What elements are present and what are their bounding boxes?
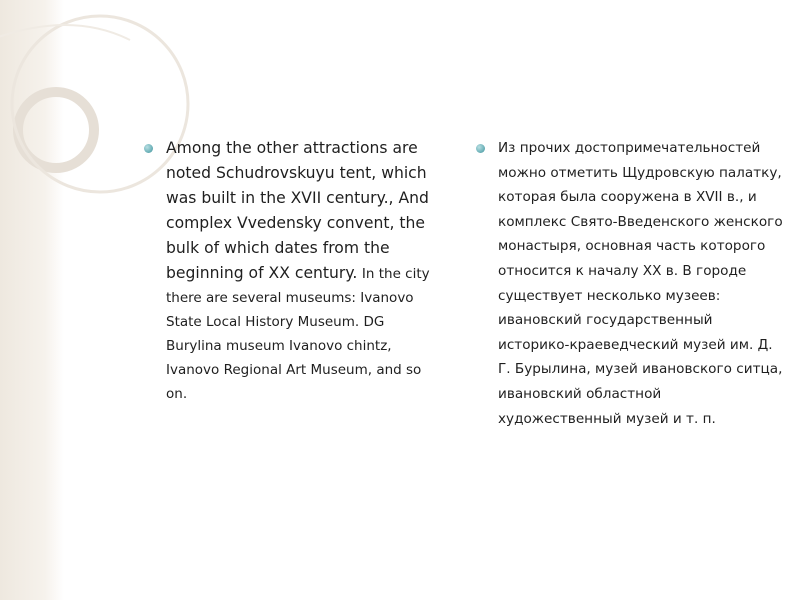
- english-text-part2: In the city there are several museums: Ivanovo State Local History Museum. DG Burylina museum Ivanovo chintz, Ivanovo Regional Art Museum, and so on.: [166, 266, 430, 402]
- english-text-part1: Among the other attractions are noted Schudrovskuyu tent, which was built in the XVII century., And complex Vvedensky convent, the bulk of which dates from the beginning of XX century.: [166, 139, 429, 282]
- russian-bullet-item: [476, 136, 786, 431]
- decorative-arc: [0, 25, 130, 40]
- circle-bullet-icon: [144, 144, 153, 153]
- english-column: [144, 136, 444, 406]
- russian-column: [476, 136, 786, 431]
- english-bullet-item: [144, 136, 444, 406]
- russian-text: Из прочих достопримечательностей можно отметить Щудровскую палатку, которая была сооружена в XVII в., и комплекс Свято-Введенского женского монастыря, основная часть которого относится к началу XX в. В городе существует несколько музеев: ивановский государственный историко-краеведческий музей им. Д. Г. Бурылина, музей ивановского ситца, ивановский областной художественный музей и т. п.: [498, 140, 783, 427]
- circle-bullet-icon: [476, 144, 485, 153]
